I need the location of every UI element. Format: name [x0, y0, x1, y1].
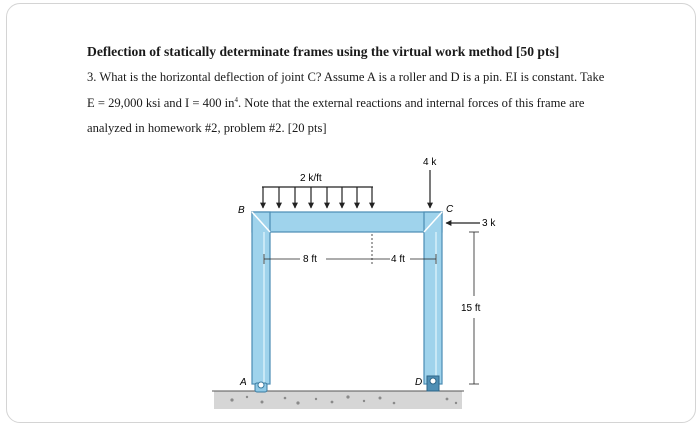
roller-support-a: [255, 382, 267, 392]
distributed-load: [262, 187, 373, 208]
problem-title: Deflection of statically determinate frames using the virtual work method [50 pts]: [87, 44, 560, 59]
dimension-horizontal: [264, 234, 436, 266]
dimension-15ft-label: 15 ft: [461, 303, 481, 314]
pin-support-d: [427, 376, 439, 391]
joint-d-label: D: [415, 377, 423, 388]
joint-a-label: A: [240, 377, 247, 388]
note-text: . Note that the external reactions and internal forces of this frame are: [237, 96, 585, 110]
frame-column-left: [252, 212, 270, 384]
ground: [212, 391, 464, 409]
joint-c-label: C: [446, 204, 454, 215]
exponent: 4: [234, 96, 238, 104]
frame-beam: [252, 212, 442, 232]
problem-text-line-1: 3. What is the horizontal deflection of joint C? Assume A is a roller and D is a pin. EI is constant. Take: [87, 70, 605, 84]
point-load-3k-label: 3 k: [482, 218, 496, 229]
dimension-8ft-label: 8 ft: [303, 254, 317, 265]
joint-b-label: B: [238, 205, 245, 216]
distributed-load-label: 2 k/ft: [300, 173, 322, 184]
point-load-4k-label: 4 k: [423, 157, 437, 168]
dimension-4ft-label: 4 ft: [391, 254, 405, 265]
problem-text-line-3: analyzed in homework #2, problem #2. [20 pts]: [87, 121, 327, 135]
modulus-text: E = 29,000 ksi and I = 400 in: [87, 96, 235, 110]
frame-column-right: [424, 212, 442, 384]
